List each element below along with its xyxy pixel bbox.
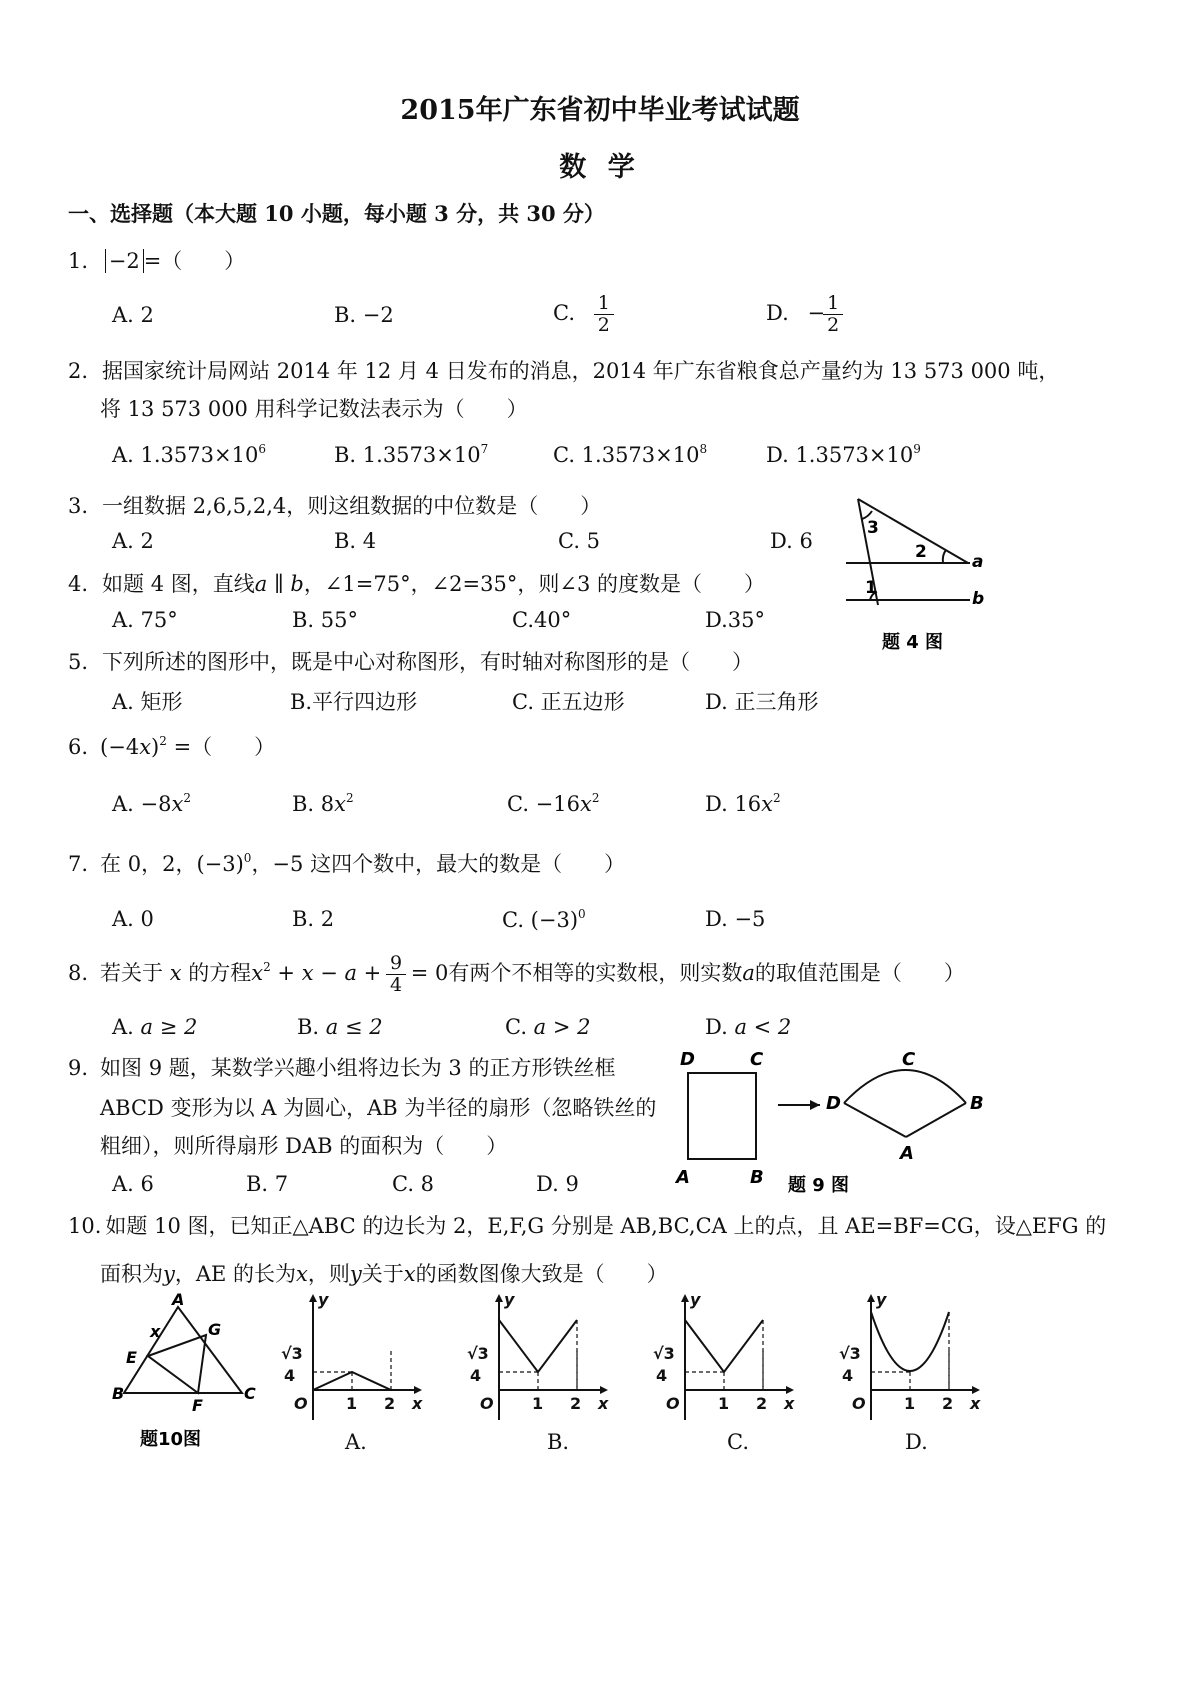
question-2: 2. 据国家统计局网站 2014 年 12 月 4 日发布的消息，2014 年广东省粮食总产量约为 13 573 000 吨，	[68, 359, 1060, 383]
graph-sqrt3-label: √3	[281, 1344, 303, 1363]
graph-origin-label: O	[852, 1394, 866, 1413]
point-g: G	[208, 1320, 222, 1339]
vertex-b: B	[112, 1384, 125, 1403]
sector-label-a: A	[900, 1143, 914, 1164]
question-number: 1.	[68, 249, 89, 273]
graph-caption-d: D.	[905, 1430, 928, 1454]
graph-origin-label: O	[294, 1394, 308, 1413]
question-10-line2: 面积为y，AE 的长为x，则y关于x的函数图像大致是（ ）	[100, 1262, 668, 1286]
graph-tick-1: 1	[532, 1394, 544, 1413]
vertex-c: C	[244, 1384, 256, 1403]
graph-four-label: 4	[842, 1366, 854, 1385]
graph-origin-label: O	[480, 1394, 494, 1413]
label-b: B	[750, 1167, 764, 1188]
figure-9-caption: 题 9 图	[788, 1175, 850, 1196]
option-a: A. 2	[112, 303, 154, 327]
angle-3-label: 3	[867, 518, 879, 538]
option-d: D. $16x^2$	[705, 791, 781, 816]
graph-sqrt3-label: √3	[467, 1344, 489, 1363]
question-1	[68, 245, 245, 275]
label-d: D	[680, 1049, 695, 1070]
question-9-line2: ABCD 变形为以 A 为圆心，AB 为半径的扇形（忽略铁丝的	[100, 1096, 657, 1120]
option-c: C. 5	[558, 529, 601, 553]
option-d: D. 正三角形	[705, 690, 819, 714]
graph-y-label: y	[318, 1290, 329, 1309]
option-a: A. $1.3573\times 10^6$	[112, 442, 266, 467]
option-b: B.平行四边形	[290, 690, 418, 714]
option-b: B. 55°	[292, 608, 359, 632]
figure-10-triangle	[110, 1293, 260, 1463]
question-9-line3: 粗细），则所得扇形 DAB 的面积为（ ）	[100, 1134, 508, 1158]
figure-4-caption: 题 4 图	[882, 632, 944, 653]
graph-tick-2: 2	[942, 1394, 954, 1413]
question-6: 6. $(-4x)^2$ =（ ）	[68, 734, 276, 759]
figure-10-graphs	[278, 1290, 1158, 1460]
option-c: C. $-16x^2$	[507, 791, 600, 816]
graph-y-label: y	[504, 1290, 515, 1309]
graph-caption-c: C.	[727, 1430, 749, 1454]
sector-label-d: D	[826, 1093, 841, 1114]
option-c: C. $1.3573\times 10^8$	[553, 442, 708, 467]
option-d: D. − $\frac{1}{2}$	[766, 293, 841, 336]
graph-y-label: y	[690, 1290, 701, 1309]
question-stem: =（ ）	[143, 249, 246, 273]
option-c: C. 8	[392, 1172, 435, 1196]
option-a: A. 75°	[112, 608, 178, 632]
angle-1-label: 1	[865, 578, 877, 598]
abs-value-expr: −2	[105, 249, 144, 273]
question-2-line2: 将 13 573 000 用科学记数法表示为（ ）	[100, 397, 528, 421]
option-d: D. 9	[536, 1172, 579, 1196]
option-b: B. $8x^2$	[292, 791, 354, 816]
figure-4	[838, 493, 988, 663]
graph-sqrt3-label: √3	[839, 1344, 861, 1363]
graph-caption-b: B.	[547, 1430, 570, 1454]
option-c: C. $\frac{1}{2}$	[553, 293, 612, 336]
line-a-label: a	[972, 552, 984, 572]
figure-10-caption: 题10图	[140, 1429, 202, 1450]
graph-option-a	[309, 1294, 422, 1420]
segment-x-label: x	[150, 1322, 161, 1341]
graph-tick-2: 2	[570, 1394, 582, 1413]
option-a: A. 6	[112, 1172, 154, 1196]
point-e: E	[126, 1348, 137, 1367]
option-d: D. −5	[705, 907, 766, 931]
label-a: A	[676, 1167, 690, 1188]
question-8: 8. 若关于 x 的方程$x^2 + x - a$ + $\frac{9}{4}$ = 0有两个不相等的实数根，则实数a的取值范围是（ ）	[68, 952, 965, 996]
option-c: C. $(-3)^0$	[502, 907, 586, 932]
graph-x-label: x	[412, 1394, 423, 1413]
label-c: C	[750, 1049, 764, 1070]
option-c: C. 正五边形	[512, 690, 625, 714]
option-b: B. a ≤ 2	[297, 1015, 383, 1039]
option-b: B. 2	[292, 907, 335, 931]
option-b: B. −2	[334, 303, 394, 327]
question-5: 5. 下列所述的图形中，既是中心对称图形，有时轴对称图形的是（ ）	[68, 650, 754, 674]
arrow-icon	[810, 1100, 820, 1110]
graph-tick-1: 1	[904, 1394, 916, 1413]
option-d: D. 6	[770, 529, 813, 553]
sector-label-b: B	[970, 1093, 984, 1114]
question-9: 9. 如图 9 题，某数学兴趣小组将边长为 3 的正方形铁丝框	[68, 1056, 616, 1080]
sector-label-c: C	[902, 1049, 916, 1070]
option-c: C. a > 2	[505, 1015, 591, 1039]
graph-tick-2: 2	[384, 1394, 396, 1413]
option-b: B. 4	[334, 529, 377, 553]
angle-2-label: 2	[915, 542, 927, 562]
graph-option-b	[495, 1294, 608, 1420]
graph-x-label: x	[598, 1394, 609, 1413]
option-d: D. $1.3573\times 10^9$	[766, 442, 921, 467]
option-a: A. $-8x^2$	[112, 791, 191, 816]
option-c: C.40°	[512, 608, 572, 632]
option-d: D.35°	[705, 608, 765, 632]
point-f: F	[192, 1396, 203, 1415]
option-d: D. a < 2	[705, 1015, 792, 1039]
question-3: 3. 一组数据 2,6,5,2,4，则这组数据的中位数是（ ）	[68, 494, 602, 518]
graph-y-label: y	[876, 1290, 887, 1309]
graph-option-d	[867, 1294, 980, 1420]
subject-title: 数 学	[559, 152, 641, 183]
option-a: A. a ≥ 2	[112, 1015, 198, 1039]
graph-tick-1: 1	[346, 1394, 358, 1413]
vertex-a: A	[172, 1293, 185, 1309]
graph-option-c	[681, 1294, 794, 1420]
graph-four-label: 4	[656, 1366, 668, 1385]
question-10: 10. 如题 10 图，已知正△ABC 的边长为 2，E,F,G 分别是 AB,BC,CA 上的点，且 AE=BF=CG，设△EFG 的	[68, 1214, 1107, 1238]
graph-origin-label: O	[666, 1394, 680, 1413]
question-4: 4. 如题 4 图，直线a ∥ b，∠1=75°，∠2=35°，则∠3 的度数是（ ）	[68, 572, 765, 596]
graph-tick-2: 2	[756, 1394, 768, 1413]
option-a: A. 矩形	[112, 690, 183, 714]
section-heading: 一、选择题（本大题 10 小题，每小题 3 分，共 30 分）	[68, 201, 605, 226]
line-b-label: b	[972, 589, 985, 609]
graph-x-label: x	[970, 1394, 981, 1413]
figure-9	[670, 1043, 1000, 1203]
graph-caption-a: A.	[345, 1430, 367, 1454]
question-7: 7. 在 0，2，$(-3)^0$，−5 这四个数中，最大的数是（ ）	[68, 851, 626, 876]
graph-x-label: x	[784, 1394, 795, 1413]
graph-four-label: 4	[470, 1366, 482, 1385]
graph-tick-1: 1	[718, 1394, 730, 1413]
page-title: 2015年广东省初中毕业考试试题	[400, 95, 800, 126]
graph-sqrt3-label: √3	[653, 1344, 675, 1363]
graph-four-label: 4	[284, 1366, 296, 1385]
option-a: A. 2	[112, 529, 154, 553]
option-b: B. 7	[246, 1172, 289, 1196]
option-a: A. 0	[112, 907, 154, 931]
option-b: B. $1.3573\times 10^7$	[334, 442, 489, 467]
